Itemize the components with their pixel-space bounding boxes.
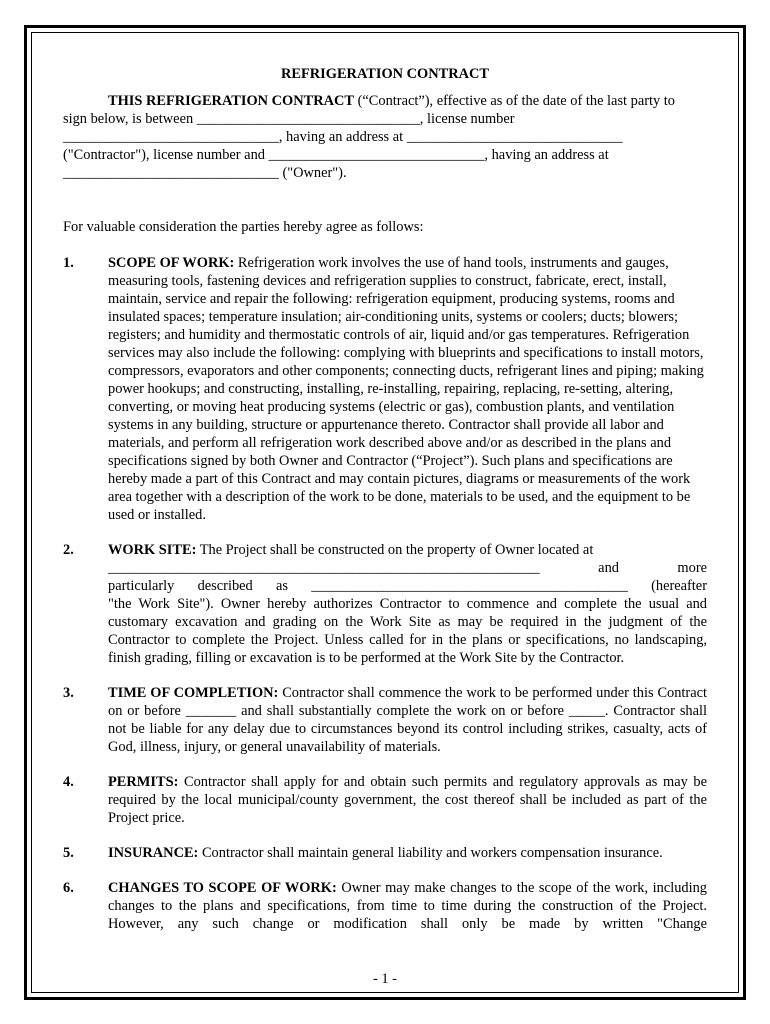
intro-paragraph — [63, 92, 707, 182]
clause-scope-of-work — [63, 254, 707, 524]
clause-text: "the Work Site"). Owner hereby authorizes Contractor to commence and complete the usual and customary excavation and grading on the Work Site as may be required in the judgment of the Contractor to complete the Project. Unless called for in the plans or specifications, no landscaping, finish grading, filling or excavation is to be performed at the Work Site by the Contractor. — [108, 596, 707, 666]
page-number: - 1 - — [373, 971, 397, 987]
intro-bold-lead: THIS REFRIGERATION CONTRACT — [108, 93, 355, 109]
clause-heading: CHANGES TO SCOPE OF WORK: — [108, 880, 337, 896]
clause-work-site — [63, 541, 707, 667]
contract-page — [63, 65, 707, 950]
clause-text: Contractor shall apply for and obtain such permits and regulatory approvals as may be required by the local municipal/county government, the cost thereof shall be included as part of the Project price. — [108, 774, 707, 826]
clause-number: 3. — [63, 685, 74, 701]
clause-number: 1. — [63, 255, 74, 271]
clause-changes-to-scope — [63, 879, 707, 933]
intro-line4: ("Contractor"), license number and ______________________________, having an address at — [63, 147, 609, 163]
clause-number: 6. — [63, 880, 74, 896]
clause-time-of-completion — [63, 684, 707, 756]
clause-number: 5. — [63, 845, 74, 861]
clause-number: 4. — [63, 774, 74, 790]
clause-permits — [63, 773, 707, 827]
intro-line2: sign below, is between _______________________________, license number — [63, 111, 515, 127]
clause-line3: particularly described as ____________________________________________ (hereafter — [108, 578, 707, 594]
clause-text: Refrigeration work involves the use of hand tools, instruments and gauges, measuring tools, fastening devices and refrigeration supplies to construct, fabricate, erect, install, maintain, service and repair the following: refrigeration equipment, producing systems, rooms and insulated spaces; temperature insulation; air-conditioning units, systems or coolers; ducts; blowers; registers; and humidity and thermostatic controls of air, liquid and/or gas temperatures. Refrigeration services may also include the following: complying with blueprints and specifications to install motors, compressors, evaporators and other components; connecting ducts, refrigerant lines and piping; making power hookups; and constructing, installing, re-installing, repairing, replacing, re-setting, altering, converting, or moving heat producing systems (electric or gas), combustion plants, and ventilation systems in any building, structure or appurtenance thereto. Contractor shall provide all labor and materials, and perform all refrigeration work described above and/or as described in the plans and specifications signed by both Owner and Contractor (“Project”). Such plans and specifications are hereby made a part of this Contract and may contain pictures, diagrams or measurements of the work area together with a description of the work to be done, materials to be used, and the equipment to be used or installed. — [108, 255, 704, 523]
clause-text: Contractor shall maintain general liability and workers compensation insurance. — [198, 845, 663, 861]
document-title: REFRIGERATION CONTRACT — [280, 66, 490, 82]
clause-heading: WORK SITE: — [108, 542, 197, 558]
clause-lead: The Project shall be constructed on the property of Owner located at — [196, 542, 594, 558]
clause-heading: SCOPE OF WORK: — [108, 255, 235, 271]
intro-line1: (“Contract”), effective as of the date of the last party to — [354, 93, 676, 109]
clause-text: Contractor shall commence the work to be performed under this Contract on or before _______ and shall substantially complete the work on or before _____. Contractor shall not be liable for any delay due to circumstances beyond its control including strikes, casualty, acts of God, illness, injury, or general unavailability of materials. — [108, 685, 708, 755]
clause-heading: TIME OF COMPLETION: — [108, 685, 279, 701]
consideration-text: For valuable consideration the parties hereby agree as follows: — [63, 219, 424, 235]
clause-heading: PERMITS: — [108, 774, 179, 790]
clause-line2: ____________________________________________________________ and more — [108, 560, 707, 576]
clause-number: 2. — [63, 542, 74, 558]
clause-insurance — [63, 844, 707, 862]
intro-line5: ______________________________ ("Owner"). — [63, 165, 347, 181]
clause-heading: INSURANCE: — [108, 845, 199, 861]
intro-line3: ______________________________, having an address at ______________________________ — [63, 129, 623, 145]
clause-text: Owner may make changes to the scope of the work, including changes to the plans and specifications, from time to time during the construction of the Project. However, any such change or modification shall only be made by written "Change — [108, 880, 707, 932]
